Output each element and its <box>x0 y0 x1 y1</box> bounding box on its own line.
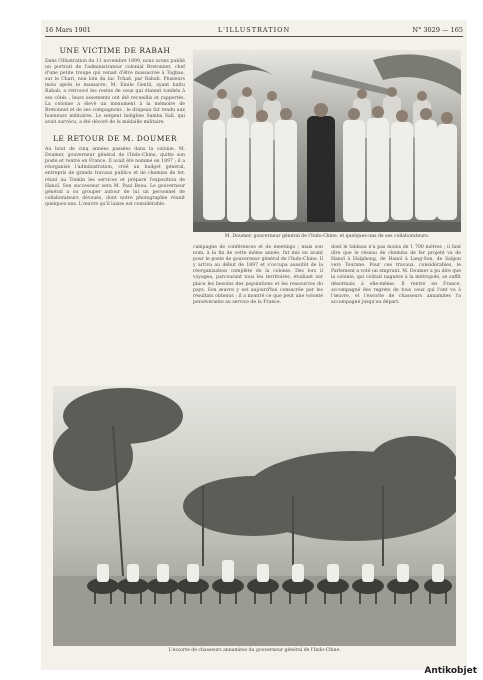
middle-column-text: campagne de conférences et de meetings ; mais son nom, à la fin de cette même année, fut mis en avant pour le poste de gouverneur général de l'Indo-Chine. Il y arriva au début de 1897 et s'occupa aussitôt de la réorganisation complète de la colonie. Dès lors il voyagea, parcourant tous les territoires, étudiant sur place les besoins des populations et les ressources du pays. Son œuvre y est aujourd'hui consacrée par les résultats obtenus ; il a montré ce que peut une volonté persévérante au service de la France. <box>193 245 323 305</box>
newspaper-page <box>41 20 467 670</box>
page-header <box>41 26 467 36</box>
right-column <box>331 245 461 306</box>
middle-column <box>193 245 323 306</box>
right-column-text: dont le tableau n'a pas moins de 1 700 mètres ; il faut dire que le réseau de chemins de fer projeté va de Hanoï à Haïphong, de Hanoï à Lang-Son, de Saïgon vers Tourane. Pour ces travaux, considérables, le Parlement a voté un emprunt. M. Doumer a pu dire que la colonie, qui coûtait naguère à la métropole, se suffit désormais à elle-même. Il rentre en France, accompagné des regrets de tous ceux qui l'ont vu à l'œuvre, et l'escorte de chasseurs annamites l'a accompagné jusqu'au départ. <box>331 245 461 305</box>
header-date: 16 Mars 1901 <box>45 26 91 34</box>
header-rule <box>45 36 463 37</box>
group-portrait-caption: M. Doumer, gouverneur général de l'Indo-Chine, et quelques-uns de ses collaborateurs. <box>224 234 430 239</box>
header-title: L'ILLUSTRATION <box>217 26 291 34</box>
article1-heading: UNE VICTIME DE RABAH <box>59 46 171 55</box>
group-portrait-photo <box>193 50 461 232</box>
header-number: N° 3029 — 165 <box>412 26 463 34</box>
group-portrait-illustration <box>193 50 461 232</box>
watermark: Antikobjet <box>424 666 477 676</box>
article2-heading: LE RETOUR DE M. DOUMER <box>52 134 178 144</box>
mounted-escort-illustration <box>53 386 456 646</box>
article1-text: Dans l'Illustration du 11 novembre 1899, nous avons publié un portrait de l'administrateur colonial Bretonnet, chef d'une petite troupe qui venait d'être massacrée à Togbao, sur le Chari, non loin du lac Tchad, par Rabah. Plusieurs mois après le massacre, M. Émile Gentil, ayant battu Rabah, a retrouvé les restes de ceux qui étaient tombés à ses côtés ; leurs ossements ont été recueillis et rapportés. La colonne a élevé un monument à la mémoire de Bretonnet et de ses compagnons ; le drapeau fut rendu aux honneurs militaires. Le sergent indigène Samba Sall, qui avait survécu, a été décoré de la médaille militaire. <box>45 59 185 125</box>
mounted-escort-photo <box>53 386 456 646</box>
article2-text: Au bout de cinq années passées dans la colonie, M. Doumer, gouverneur général de l'Indo-Chine, quitte son poste et rentre en France. Il avait été nommé en 1897 ; il a réorganisé l'administration, créé un budget général, entrepris de grands travaux publics et de chemins de fer, réuni au Tonkin les services et préparé l'exposition de Hanoï. Son successeur sera M. Paul Beau. Le gouverneur général a su grouper autour de lui un personnel de collaborateurs dévoués, dont notre photographie réunit quelques-uns. L'œuvre qu'il laisse est considérable. <box>45 147 185 207</box>
mounted-escort-caption: L'escorte de chasseurs annamites du gouverneur général de l'Indo-Chine. <box>168 648 341 653</box>
left-column <box>45 44 185 208</box>
